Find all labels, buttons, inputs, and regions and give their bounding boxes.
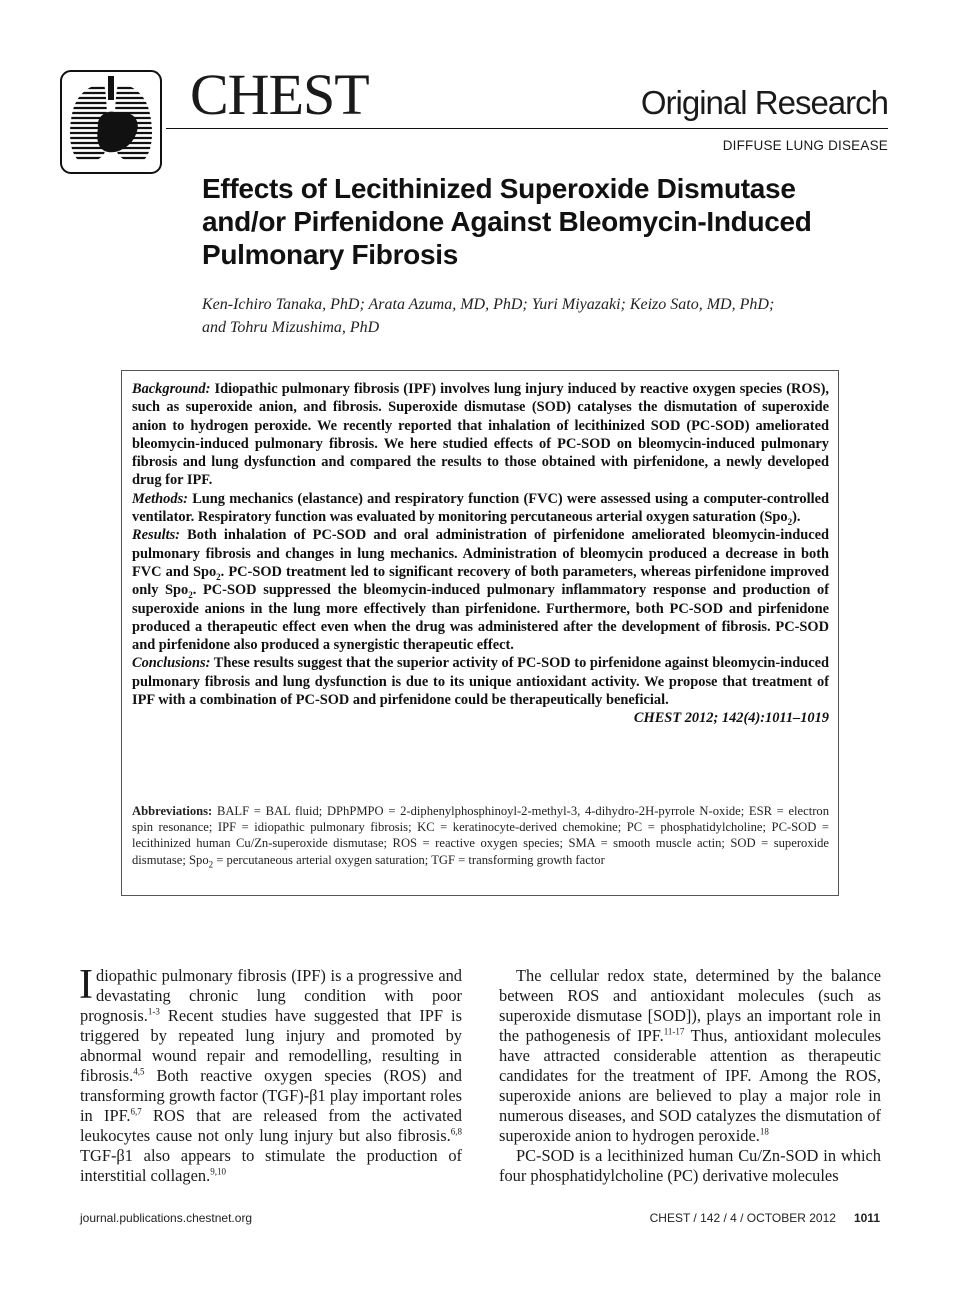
abstract-text xyxy=(132,380,829,728)
abstract-results: Results: Both inhalation of PC-SOD and oral administration of pirfenidone ameliorated bleomycin-induced pulmonary fibrosis and changes in lung mechanics. Administration of bleomycin produced a decrease in both FVC and Spo$_2$. PC-SOD treatment led to significant recovery of both parameters, whereas pirfenidone improved only Spo$_2$. PC-SOD suppressed the bleomycin-induced pulmonary inflammatory response and production of superoxide anions in the lung more effectively than pirfenidone. Furthermore, both PC-SOD and pirfenidone produced a therapeutic effect even when the drug was administered after the development of fibrosis. PC-SOD and pirfenidone also produced a synergistic therapeutic effect. xyxy=(132,527,829,654)
abstract-background: Background: Idiopathic pulmonary fibrosis (IPF) involves lung injury induced by reactive oxygen species (ROS), such as superoxide anion, and fibrosis. Superoxide dismutase (SOD) catalyses the dismutation of superoxide anion to hydrogen peroxide. We recently reported that inhalation of lecithinized SOD (PC-SOD) ameliorated bleomycin-induced pulmonary fibrosis. We here studied effects of PC-SOD on bleomycin-induced pulmonary fibrosis and lung dysfunction and compared the results to those obtained with pirfenidone, a newly developed drug for IPF. xyxy=(132,381,829,489)
reference[interactable]: 9,10 xyxy=(210,1166,226,1177)
body-paragraph: PC-SOD is a lecithinized human Cu/Zn-SOD in which four phosphatidylcholine (PC) derivative molecules xyxy=(499,1146,881,1185)
footer-url[interactable]: journal.publications.chestnet.org xyxy=(80,1211,253,1225)
body-column-left xyxy=(79,962,462,1186)
reference[interactable]: 18 xyxy=(759,1126,769,1137)
author-line: and Tohru Mizushima, PhD xyxy=(202,319,380,336)
body-paragraph: Idiopathic pulmonary fibrosis (IPF) is a progressive and devastating chronic lung condition with poor prognosis.$^{1-3}$ Recent studies have suggested that IPF is triggered by repeated lung injury and promoted by abnormal wound repair and remodelling, resulting in fibrosis.$^{4,5}$ Both reactive oxygen species (ROS) and transforming growth factor (TGF)-β1 play important roles in IPF.$^{6,7}$ ROS that are released from the activated leukocytes cause not only lung injury but also fibrosis.$^{6,8}$ TGF-β1 also appears to stimulate the production of interstitial collagen.$^{9,10}$ xyxy=(79,962,462,1185)
page-number: 1011 xyxy=(853,1211,880,1225)
article-title: Effects of Lecithinized Superoxide Dismutase and/or Pirfenidone Against Bleomycin-Induced Pulmonary Fibrosis xyxy=(202,173,812,270)
section-label: DIFFUSE LUNG DISEASE xyxy=(722,138,888,153)
chest-logo-icon xyxy=(60,70,162,174)
author-list xyxy=(202,293,862,339)
article-type: Original Research xyxy=(640,84,888,121)
reference[interactable]: 6,8 xyxy=(450,1126,462,1137)
reference[interactable]: 11-17 xyxy=(663,1026,685,1037)
reference[interactable]: 4,5 xyxy=(133,1066,145,1077)
abbreviations: Abbreviations: BALF = BAL fluid; DPhPMPO = 2-diphenylphosphinoyl-2-methyl-3, 4-dihydro-2H-pyrrole N-oxide; ESR = electron spin resonance; IPF = idiopathic pulmonary fibrosis; KC = keratinocyte-derived chemokine; PC = phosphatidylcholine; PC-SOD = lecithinized human Cu/Zn-superoxide dismutase; ROS = reactive oxygen species; SMA = smooth muscle actin; SOD = superoxide dismutase; Spo$_2$ = percutaneous arterial oxygen saturation; TGF = transforming growth factor xyxy=(132,804,829,870)
header-divider xyxy=(166,128,888,129)
abstract-box xyxy=(121,370,839,896)
footer-issue: CHEST / 142 / 4 / OCTOBER 2012 1011 xyxy=(649,1211,880,1225)
author-line: Ken-Ichiro Tanaka, PhD; Arata Azuma, MD, PhD; Yuri Miyazaki; Keizo Sato, MD, PhD; xyxy=(202,296,775,313)
drop-cap: I xyxy=(79,962,93,1008)
body-paragraph: The cellular redox state, determined by the balance between ROS and antioxidant molecules (such as superoxide dismutase [SOD]), plays an important role in the pathogenesis of IPF.$^{11-17}$ Thus, antioxidant molecules have attracted considerable attention as therapeutic candidates for the treatment of IPF. Among the ROS, superoxide anions are believed to play a major role in numerous diseases, and SOD catalyzes the dismutation of superoxide anion to hydrogen peroxide.$^{18}$ xyxy=(499,966,881,1145)
reference[interactable]: 1-3 xyxy=(147,1006,160,1017)
abstract-methods: Methods: Lung mechanics (elastance) and respiratory function (FVC) were assessed using a computer-controlled ventilator. Respiratory function was evaluated by monitoring percutaneous arterial oxygen saturation (Spo$_2$). xyxy=(132,490,829,527)
journal-name: CHEST xyxy=(190,62,369,127)
reference[interactable]: 6,7 xyxy=(130,1106,142,1117)
abstract-conclusions: Conclusions: These results suggest that the superior activity of PC-SOD to pirfenidone against bleomycin-induced pulmonary fibrosis and lung dysfunction is due to its unique antioxidant activity. We propose that treatment of IPF with a combination of PC-SOD and pirfenidone could be therapeutically beneficial. CHEST 2012; 142(4):1011–1019 xyxy=(132,655,829,727)
body-column-right xyxy=(499,966,881,1186)
citation: CHEST 2012; 142(4):1011–1019 xyxy=(633,710,829,727)
